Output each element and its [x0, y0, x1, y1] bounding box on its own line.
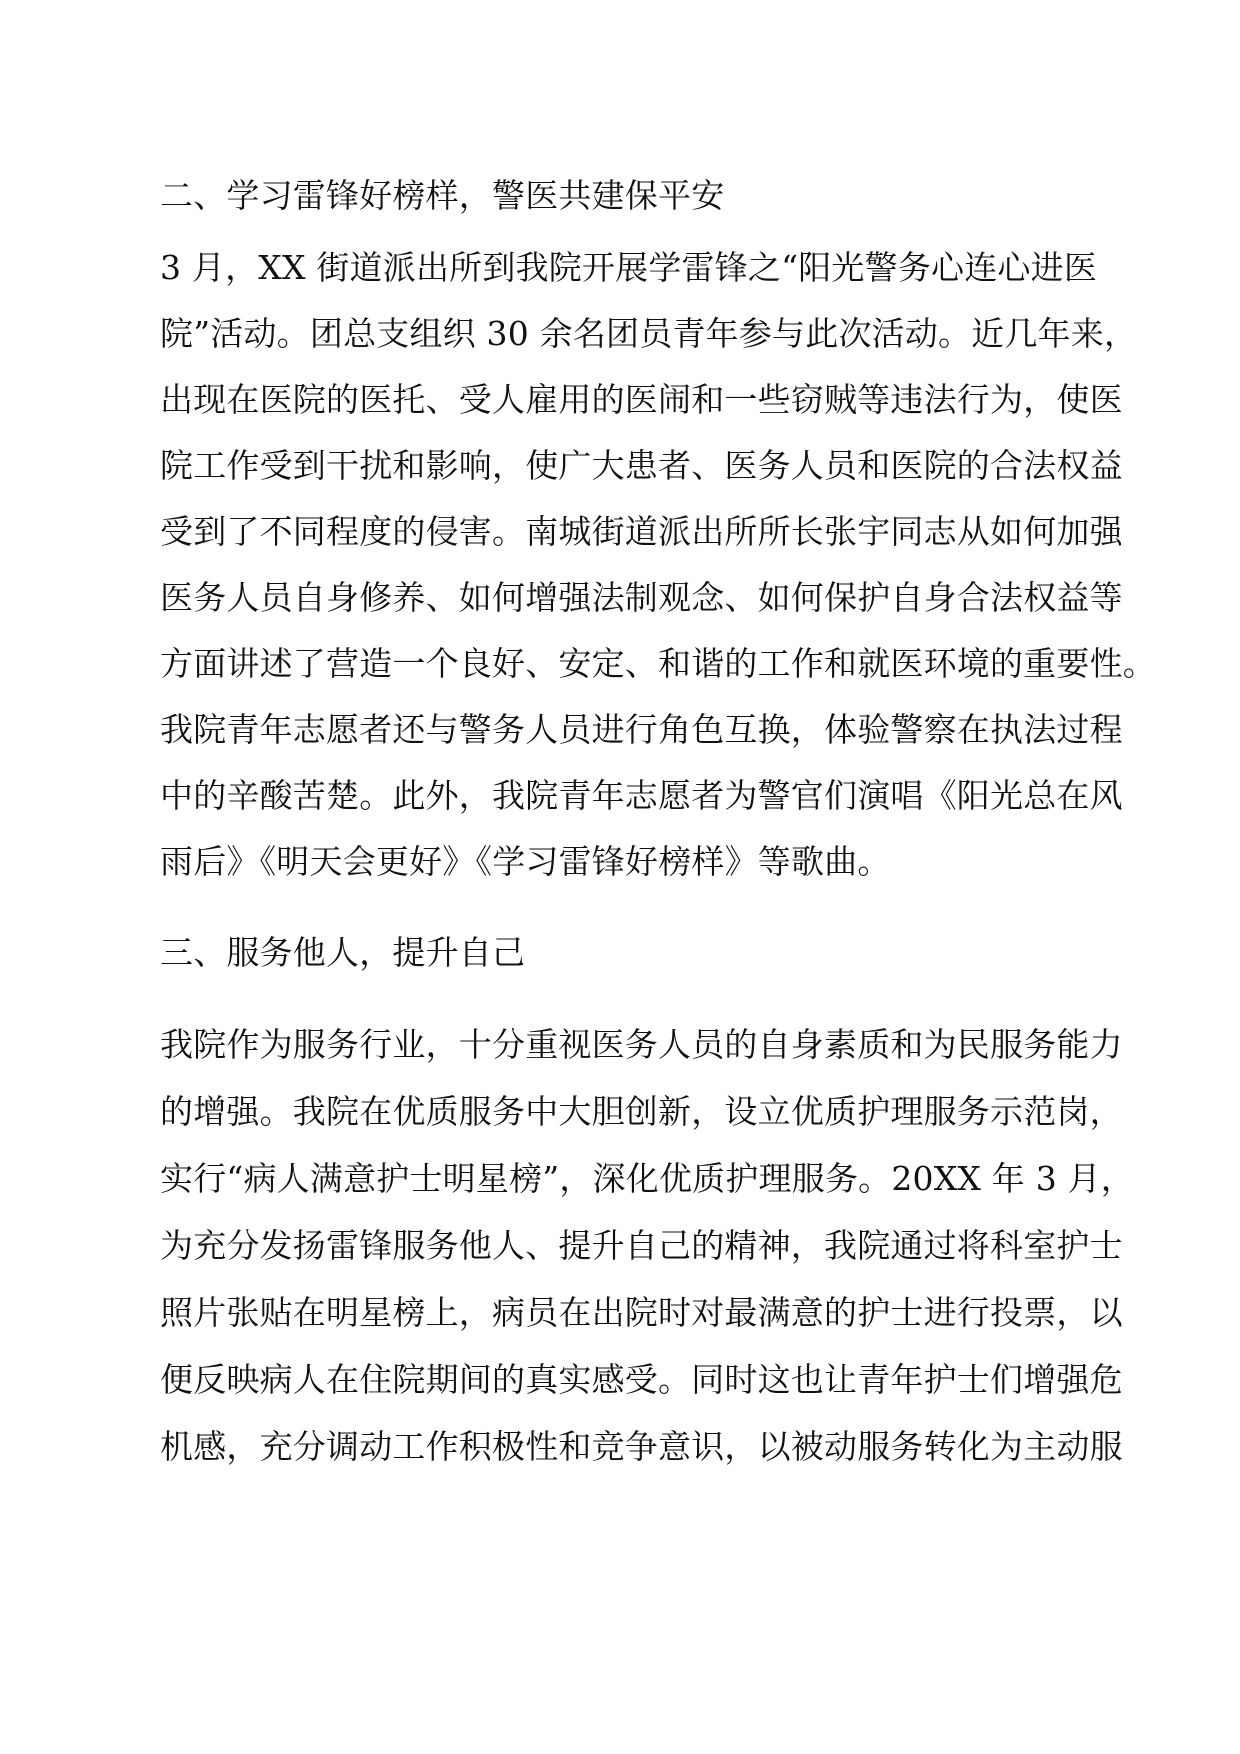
paragraph-2-line-5: 受到了不同程度的侵害。南城街道派出所所长张宇同志从如何加强: [160, 512, 1123, 551]
paragraph-2-line-4: 院工作受到干扰和影响，使广大患者、医务人员和医院的合法权益: [160, 446, 1123, 485]
paragraph-2-line-1: 3 月，XX 街道派出所到我院开展学雷锋之“阳光警务心连心进医: [160, 248, 1098, 287]
paragraph-2-line-9: 中的辛酸苦楚。此外，我院青年志愿者为警官们演唱《阳光总在风: [160, 776, 1123, 815]
paragraph-3-line-3: 实行“病人满意护士明星榜”，深化优质护理服务。20XX 年 3 月，: [160, 1159, 1134, 1198]
paragraph-2-line-10: 雨后》《明天会更好》《学习雷锋好榜样》等歌曲。: [160, 842, 891, 881]
paragraph-3-line-7: 机感，充分调动工作积极性和竞争意识，以被动服务转化为主动服: [160, 1427, 1123, 1466]
paragraph-2-line-7: 方面讲述了营造一个良好、安定、和谐的工作和就医环境的重要性。: [160, 644, 1156, 683]
paragraph-3-line-4: 为充分发扬雷锋服务他人、提升自己的精神，我院通过将科室护士: [160, 1226, 1123, 1265]
section-heading-3: 三、服务他人，提升自己: [160, 933, 526, 972]
paragraph-2-line-3: 出现在医院的医托、受人雇用的医闹和一些窃贼等违法行为，使医: [160, 380, 1123, 419]
paragraph-3-line-5: 照片张贴在明星榜上，病员在出院时对最满意的护士进行投票，以: [160, 1293, 1123, 1332]
paragraph-2-line-6: 医务人员自身修养、如何增强法制观念、如何保护自身合法权益等: [160, 578, 1123, 617]
paragraph-3-line-1: 我院作为服务行业，十分重视医务人员的自身素质和为民服务能力: [160, 1025, 1123, 1064]
section-heading-2: 二、学习雷锋好榜样，警医共建保平安: [160, 176, 725, 215]
paragraph-2-line-8: 我院青年志愿者还与警务人员进行角色互换，体验警察在执法过程: [160, 710, 1123, 749]
paragraph-2-line-2: 院”活动。团总支组织 30 余名团员青年参与此次活动。近几年来，: [160, 314, 1138, 353]
paragraph-3-line-6: 便反映病人在住院期间的真实感受。同时这也让青年护士们增强危: [160, 1360, 1123, 1399]
paragraph-3-line-2: 的增强。我院在优质服务中大胆创新，设立优质护理服务示范岗，: [160, 1092, 1123, 1131]
